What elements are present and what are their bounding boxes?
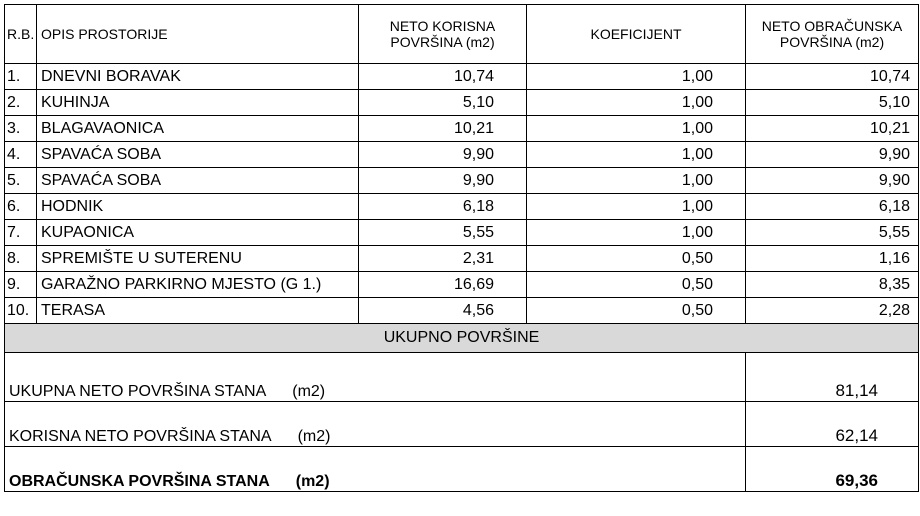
row-rb: 6. bbox=[5, 194, 37, 220]
table-row bbox=[5, 116, 919, 142]
row-korisna: 16,69 bbox=[359, 272, 527, 298]
table-row bbox=[5, 298, 919, 324]
section-title: UKUPNO POVRŠINE bbox=[5, 324, 919, 353]
total-label bbox=[5, 402, 746, 447]
table-row bbox=[5, 168, 919, 194]
row-koef: 1,00 bbox=[527, 90, 746, 116]
row-rb: 7. bbox=[5, 220, 37, 246]
row-opis: KUHINJA bbox=[37, 90, 359, 116]
total-unit: (m2) bbox=[295, 473, 330, 490]
row-korisna: 5,10 bbox=[359, 90, 527, 116]
total-label-text: UKUPNA NETO POVRŠINA STANA bbox=[9, 383, 267, 400]
total-value: 81,14 bbox=[746, 353, 919, 402]
row-koef: 1,00 bbox=[527, 116, 746, 142]
total-unit: (m2) bbox=[297, 428, 331, 445]
row-rb: 5. bbox=[5, 168, 37, 194]
row-rb: 1. bbox=[5, 64, 37, 90]
row-korisna: 10,74 bbox=[359, 64, 527, 90]
row-opis: SPREMIŠTE U SUTERENU bbox=[37, 246, 359, 272]
table-row bbox=[5, 64, 919, 90]
row-opis: BLAGAVAONICA bbox=[37, 116, 359, 142]
row-rb: 3. bbox=[5, 116, 37, 142]
row-koef: 0,50 bbox=[527, 272, 746, 298]
row-obracunska: 6,18 bbox=[746, 194, 919, 220]
row-opis: HODNIK bbox=[37, 194, 359, 220]
row-obracunska: 5,55 bbox=[746, 220, 919, 246]
row-koef: 0,50 bbox=[527, 246, 746, 272]
row-koef: 1,00 bbox=[527, 220, 746, 246]
total-label bbox=[5, 447, 746, 492]
header-neto-korisna: NETO KORISNA POVRŠINA (m2) bbox=[359, 5, 527, 64]
row-koef: 0,50 bbox=[527, 298, 746, 324]
total-label-text: OBRAČUNSKA POVRŠINA STANA bbox=[9, 473, 270, 490]
row-rb: 2. bbox=[5, 90, 37, 116]
header-opis: OPIS PROSTORIJE bbox=[37, 5, 359, 64]
row-rb: 4. bbox=[5, 142, 37, 168]
area-table bbox=[4, 4, 919, 492]
row-korisna: 9,90 bbox=[359, 168, 527, 194]
row-obracunska: 9,90 bbox=[746, 142, 919, 168]
row-obracunska: 9,90 bbox=[746, 168, 919, 194]
row-opis: TERASA bbox=[37, 298, 359, 324]
row-rb: 9. bbox=[5, 272, 37, 298]
row-koef: 1,00 bbox=[527, 142, 746, 168]
row-rb: 10. bbox=[5, 298, 37, 324]
row-obracunska: 2,28 bbox=[746, 298, 919, 324]
row-koef: 1,00 bbox=[527, 194, 746, 220]
row-opis: KUPAONICA bbox=[37, 220, 359, 246]
row-opis: GARAŽNO PARKIRNO MJESTO (G 1.) bbox=[37, 272, 359, 298]
row-obracunska: 5,10 bbox=[746, 90, 919, 116]
header-koeficijent: KOEFICIJENT bbox=[527, 5, 746, 64]
total-label bbox=[5, 353, 746, 402]
row-koef: 1,00 bbox=[527, 64, 746, 90]
row-korisna: 10,21 bbox=[359, 116, 527, 142]
row-obracunska: 8,35 bbox=[746, 272, 919, 298]
header-neto-obracunska: NETO OBRAČUNSKA POVRŠINA (m2) bbox=[746, 5, 919, 64]
row-korisna: 9,90 bbox=[359, 142, 527, 168]
table-row bbox=[5, 220, 919, 246]
table-row bbox=[5, 272, 919, 298]
total-label-text: KORISNA NETO POVRŠINA STANA bbox=[9, 428, 272, 445]
header-rb: R.B. bbox=[5, 5, 37, 64]
row-opis: DNEVNI BORAVAK bbox=[37, 64, 359, 90]
header-row bbox=[5, 5, 919, 64]
row-korisna: 4,56 bbox=[359, 298, 527, 324]
total-row-korisna bbox=[5, 402, 919, 447]
total-value: 69,36 bbox=[746, 447, 919, 492]
row-obracunska: 10,21 bbox=[746, 116, 919, 142]
row-obracunska: 1,16 bbox=[746, 246, 919, 272]
table-row bbox=[5, 194, 919, 220]
table-row bbox=[5, 142, 919, 168]
row-korisna: 5,55 bbox=[359, 220, 527, 246]
total-value: 62,14 bbox=[746, 402, 919, 447]
total-row-ukupna bbox=[5, 353, 919, 402]
row-opis: SPAVAĆA SOBA bbox=[37, 168, 359, 194]
row-opis: SPAVAĆA SOBA bbox=[37, 142, 359, 168]
total-row-obracunska bbox=[5, 447, 919, 492]
row-rb: 8. bbox=[5, 246, 37, 272]
table-row bbox=[5, 90, 919, 116]
row-koef: 1,00 bbox=[527, 168, 746, 194]
row-obracunska: 10,74 bbox=[746, 64, 919, 90]
row-korisna: 2,31 bbox=[359, 246, 527, 272]
total-unit: (m2) bbox=[292, 383, 326, 400]
table-row bbox=[5, 246, 919, 272]
row-korisna: 6,18 bbox=[359, 194, 527, 220]
